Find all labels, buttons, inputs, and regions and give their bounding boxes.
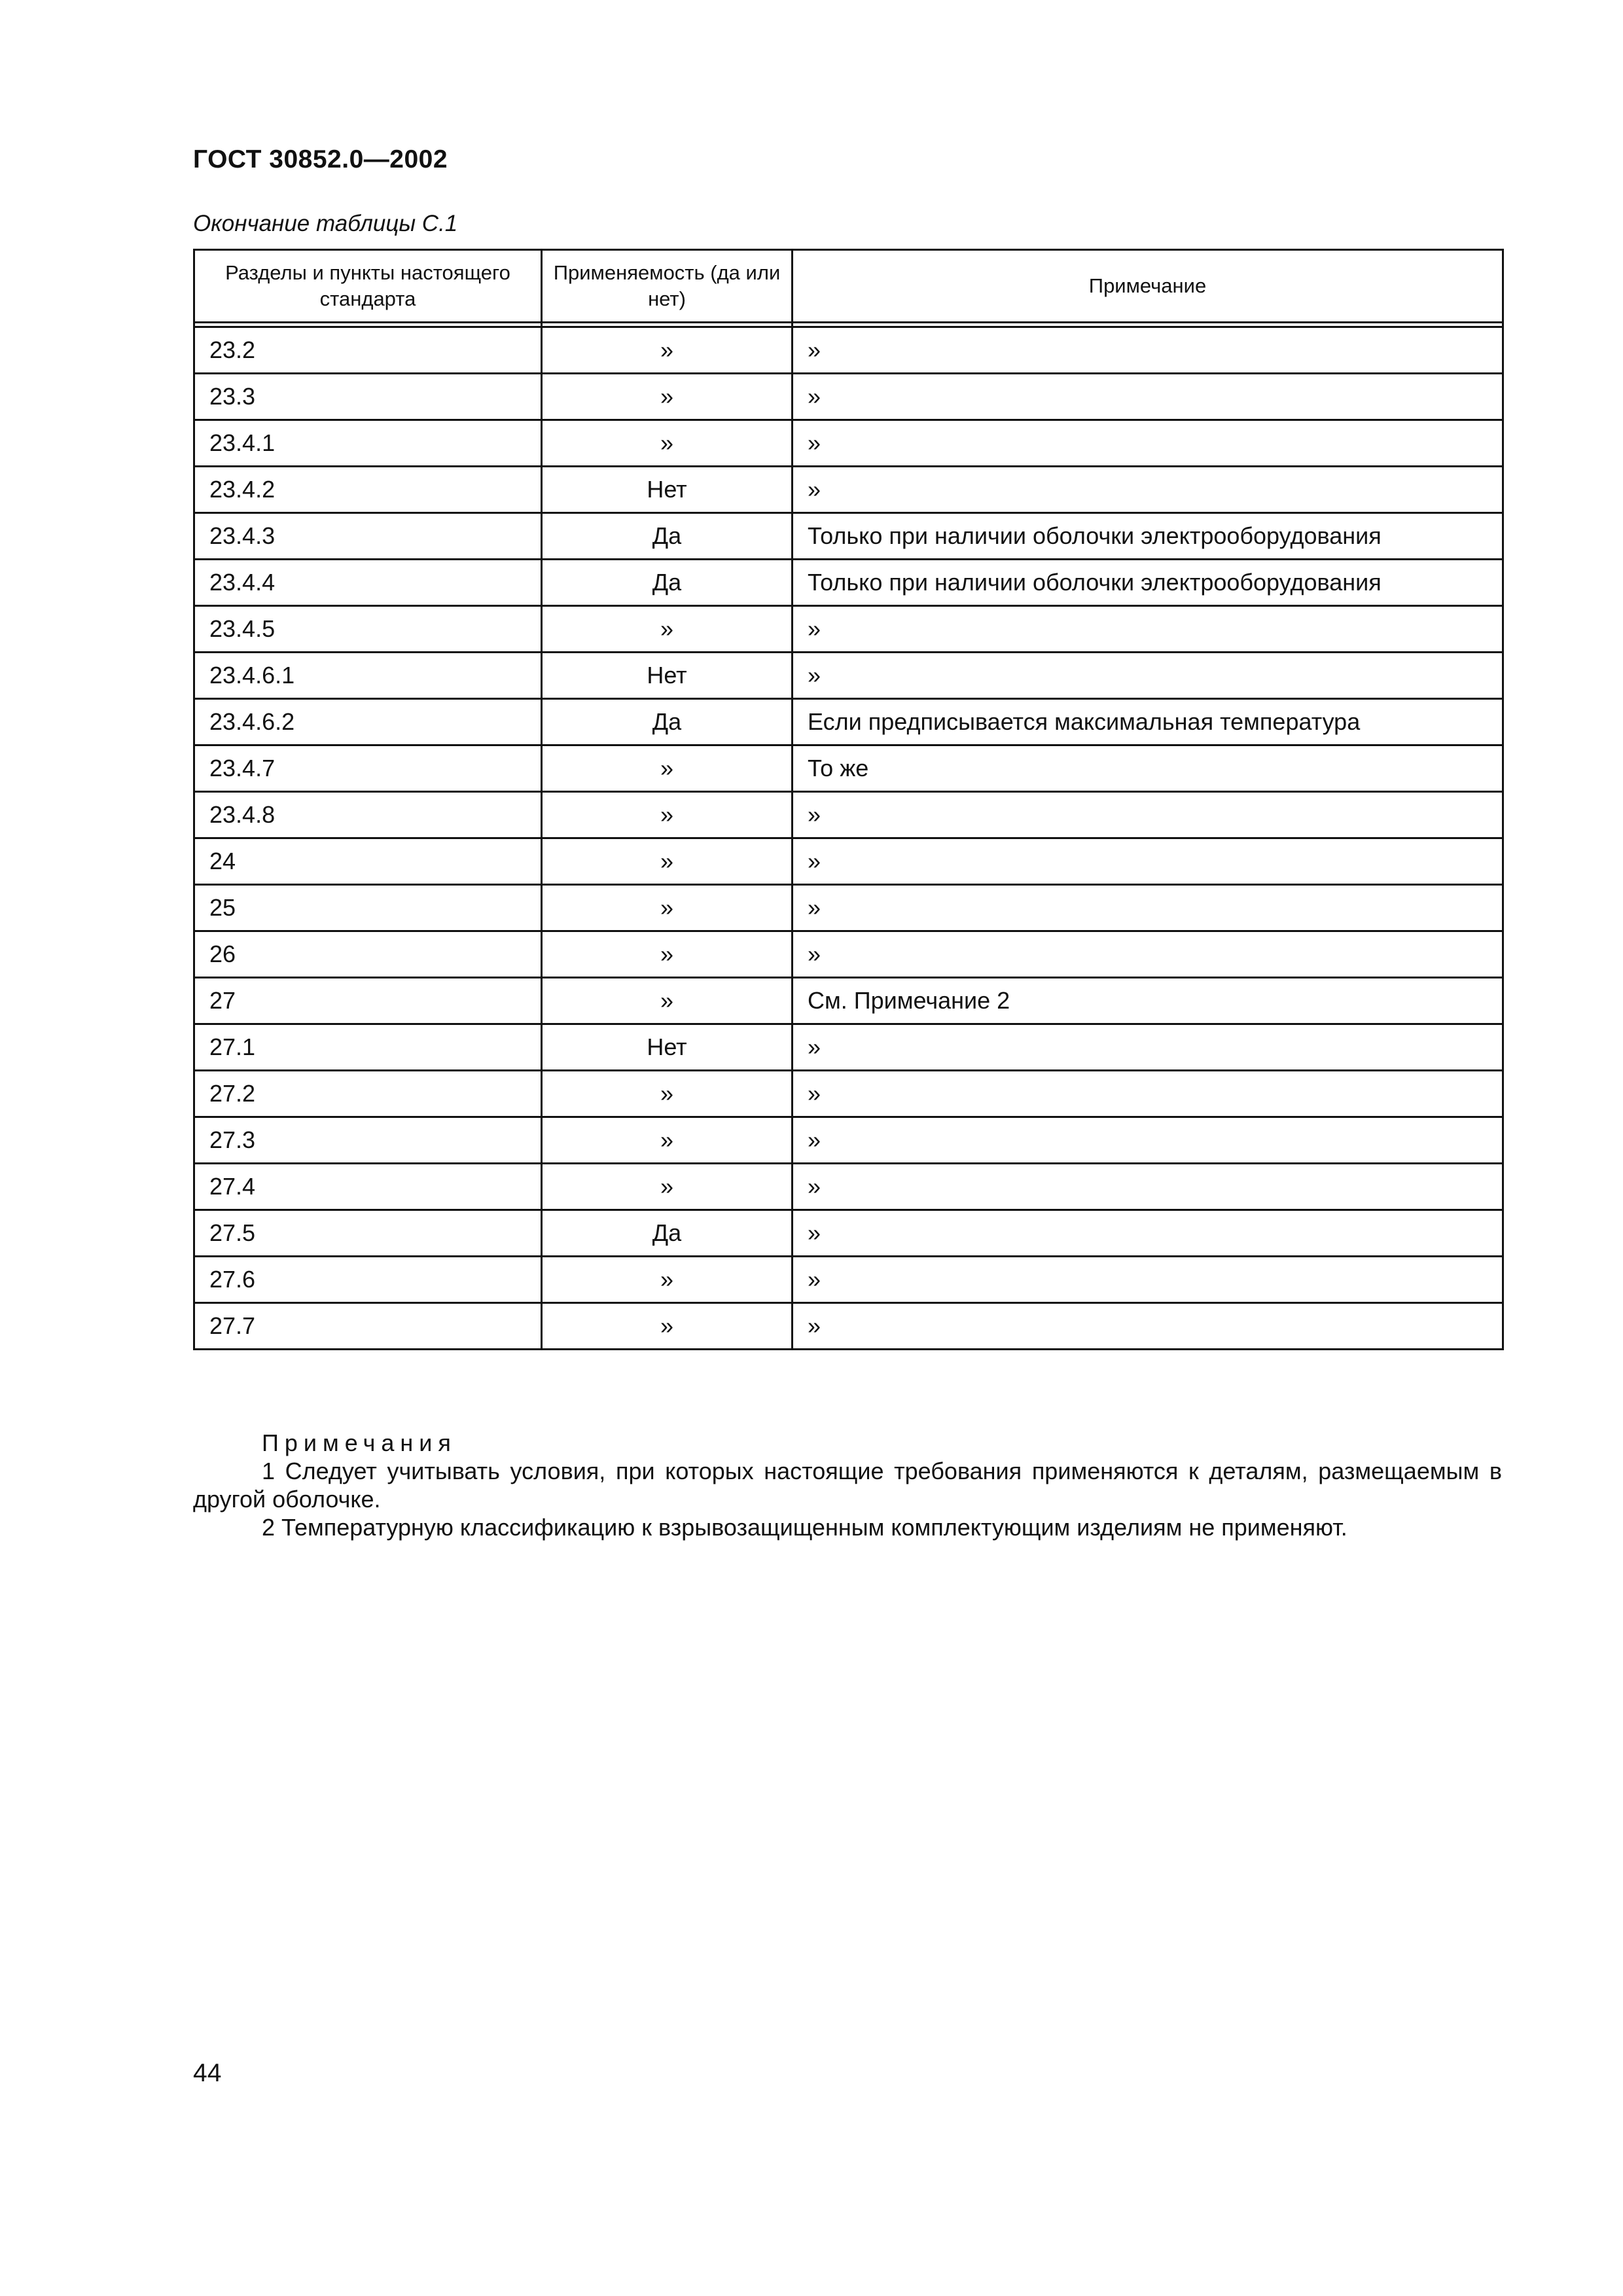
table-row [194, 467, 1503, 513]
cell-applicability: » [542, 931, 793, 978]
cell-section: 26 [194, 931, 542, 978]
column-header-section: Разделы и пункты настоящего стандарта [194, 250, 542, 323]
table-row [194, 885, 1503, 931]
cell-applicability: » [542, 1303, 793, 1350]
table-header-row [194, 250, 1503, 323]
table-row [194, 374, 1503, 420]
cell-applicability: Да [542, 513, 793, 560]
cell-section: 27.7 [194, 1303, 542, 1350]
table-body [194, 327, 1503, 1350]
cell-section: 23.4.6.1 [194, 653, 542, 699]
cell-applicability: » [542, 1164, 793, 1210]
cell-section: 27.1 [194, 1024, 542, 1071]
cell-section: 23.4.1 [194, 420, 542, 467]
notes-block [193, 1429, 1502, 1541]
table-row [194, 745, 1503, 792]
cell-note: » [793, 838, 1503, 885]
cell-section: 27.6 [194, 1257, 542, 1303]
table-row [194, 420, 1503, 467]
table-row [194, 1164, 1503, 1210]
cell-applicability: » [542, 745, 793, 792]
cell-note: » [793, 420, 1503, 467]
notes-heading: Примечания [262, 1429, 457, 1456]
table-row [194, 1024, 1503, 1071]
cell-note: » [793, 374, 1503, 420]
cell-section: 27 [194, 978, 542, 1024]
cell-note: Только при наличии оболочки электрооборудования [793, 513, 1503, 560]
cell-applicability: » [542, 978, 793, 1024]
cell-section: 23.4.6.2 [194, 699, 542, 745]
table-row [194, 327, 1503, 374]
cell-note: » [793, 885, 1503, 931]
cell-applicability: » [542, 792, 793, 838]
cell-applicability: » [542, 420, 793, 467]
cell-section: 23.2 [194, 327, 542, 374]
cell-note: » [793, 606, 1503, 653]
note-item-1: 1 Следует учитывать условия, при которых настоящие требования применяются к деталям, размещаемым в другой оболочке. [193, 1458, 1502, 1513]
cell-section: 23.4.4 [194, 560, 542, 606]
cell-applicability: » [542, 606, 793, 653]
page-number: 44 [193, 2059, 222, 2087]
cell-section: 27.3 [194, 1117, 542, 1164]
cell-section: 25 [194, 885, 542, 931]
table-row [194, 792, 1503, 838]
cell-section: 23.4.3 [194, 513, 542, 560]
cell-applicability: Да [542, 699, 793, 745]
cell-note: » [793, 1164, 1503, 1210]
table-row [194, 1303, 1503, 1350]
cell-note: См. Примечание 2 [793, 978, 1503, 1024]
cell-applicability: » [542, 838, 793, 885]
table-row [194, 978, 1503, 1024]
cell-note: » [793, 1257, 1503, 1303]
table-row [194, 1257, 1503, 1303]
note-item-2: 2 Температурную классификацию к взрывозащищенным комплектующим изделиям не применяют. [262, 1514, 1347, 1541]
table-row [194, 653, 1503, 699]
column-header-note: Примечание [793, 250, 1503, 323]
table-row [194, 513, 1503, 560]
cell-note: » [793, 1024, 1503, 1071]
table-row [194, 606, 1503, 653]
cell-applicability: Да [542, 1210, 793, 1257]
cell-applicability: » [542, 327, 793, 374]
cell-applicability: » [542, 1117, 793, 1164]
cell-section: 24 [194, 838, 542, 885]
table-row [194, 560, 1503, 606]
cell-section: 23.4.5 [194, 606, 542, 653]
cell-section: 23.4.8 [194, 792, 542, 838]
cell-note: Только при наличии оболочки электрооборудования [793, 560, 1503, 606]
cell-note: » [793, 792, 1503, 838]
table-row [194, 1117, 1503, 1164]
table-caption: Окончание таблицы С.1 [193, 211, 458, 236]
cell-section: 23.4.7 [194, 745, 542, 792]
cell-note: » [793, 467, 1503, 513]
cell-applicability: » [542, 1257, 793, 1303]
cell-section: 27.4 [194, 1164, 542, 1210]
cell-note: » [793, 1303, 1503, 1350]
cell-note: Если предписывается максимальная температура [793, 699, 1503, 745]
cell-note: » [793, 931, 1503, 978]
cell-applicability: Нет [542, 653, 793, 699]
cell-applicability: Да [542, 560, 793, 606]
table-row [194, 699, 1503, 745]
cell-note: » [793, 1117, 1503, 1164]
cell-section: 27.5 [194, 1210, 542, 1257]
cell-applicability: Нет [542, 467, 793, 513]
standard-header: ГОСТ 30852.0—2002 [193, 145, 448, 173]
cell-note: » [793, 653, 1503, 699]
cell-note: » [793, 1210, 1503, 1257]
cell-applicability: » [542, 885, 793, 931]
cell-note: » [793, 327, 1503, 374]
header-double-rule [194, 323, 1503, 327]
table-row [194, 1071, 1503, 1117]
table-row [194, 1210, 1503, 1257]
applicability-table [193, 249, 1504, 1350]
column-header-applicability: Применяемость (да или нет) [542, 250, 793, 323]
cell-applicability: » [542, 1071, 793, 1117]
cell-section: 23.3 [194, 374, 542, 420]
cell-section: 23.4.2 [194, 467, 542, 513]
cell-applicability: » [542, 374, 793, 420]
cell-note: » [793, 1071, 1503, 1117]
cell-section: 27.2 [194, 1071, 542, 1117]
cell-applicability: Нет [542, 1024, 793, 1071]
cell-note: То же [793, 745, 1503, 792]
table-row [194, 931, 1503, 978]
table-row [194, 838, 1503, 885]
